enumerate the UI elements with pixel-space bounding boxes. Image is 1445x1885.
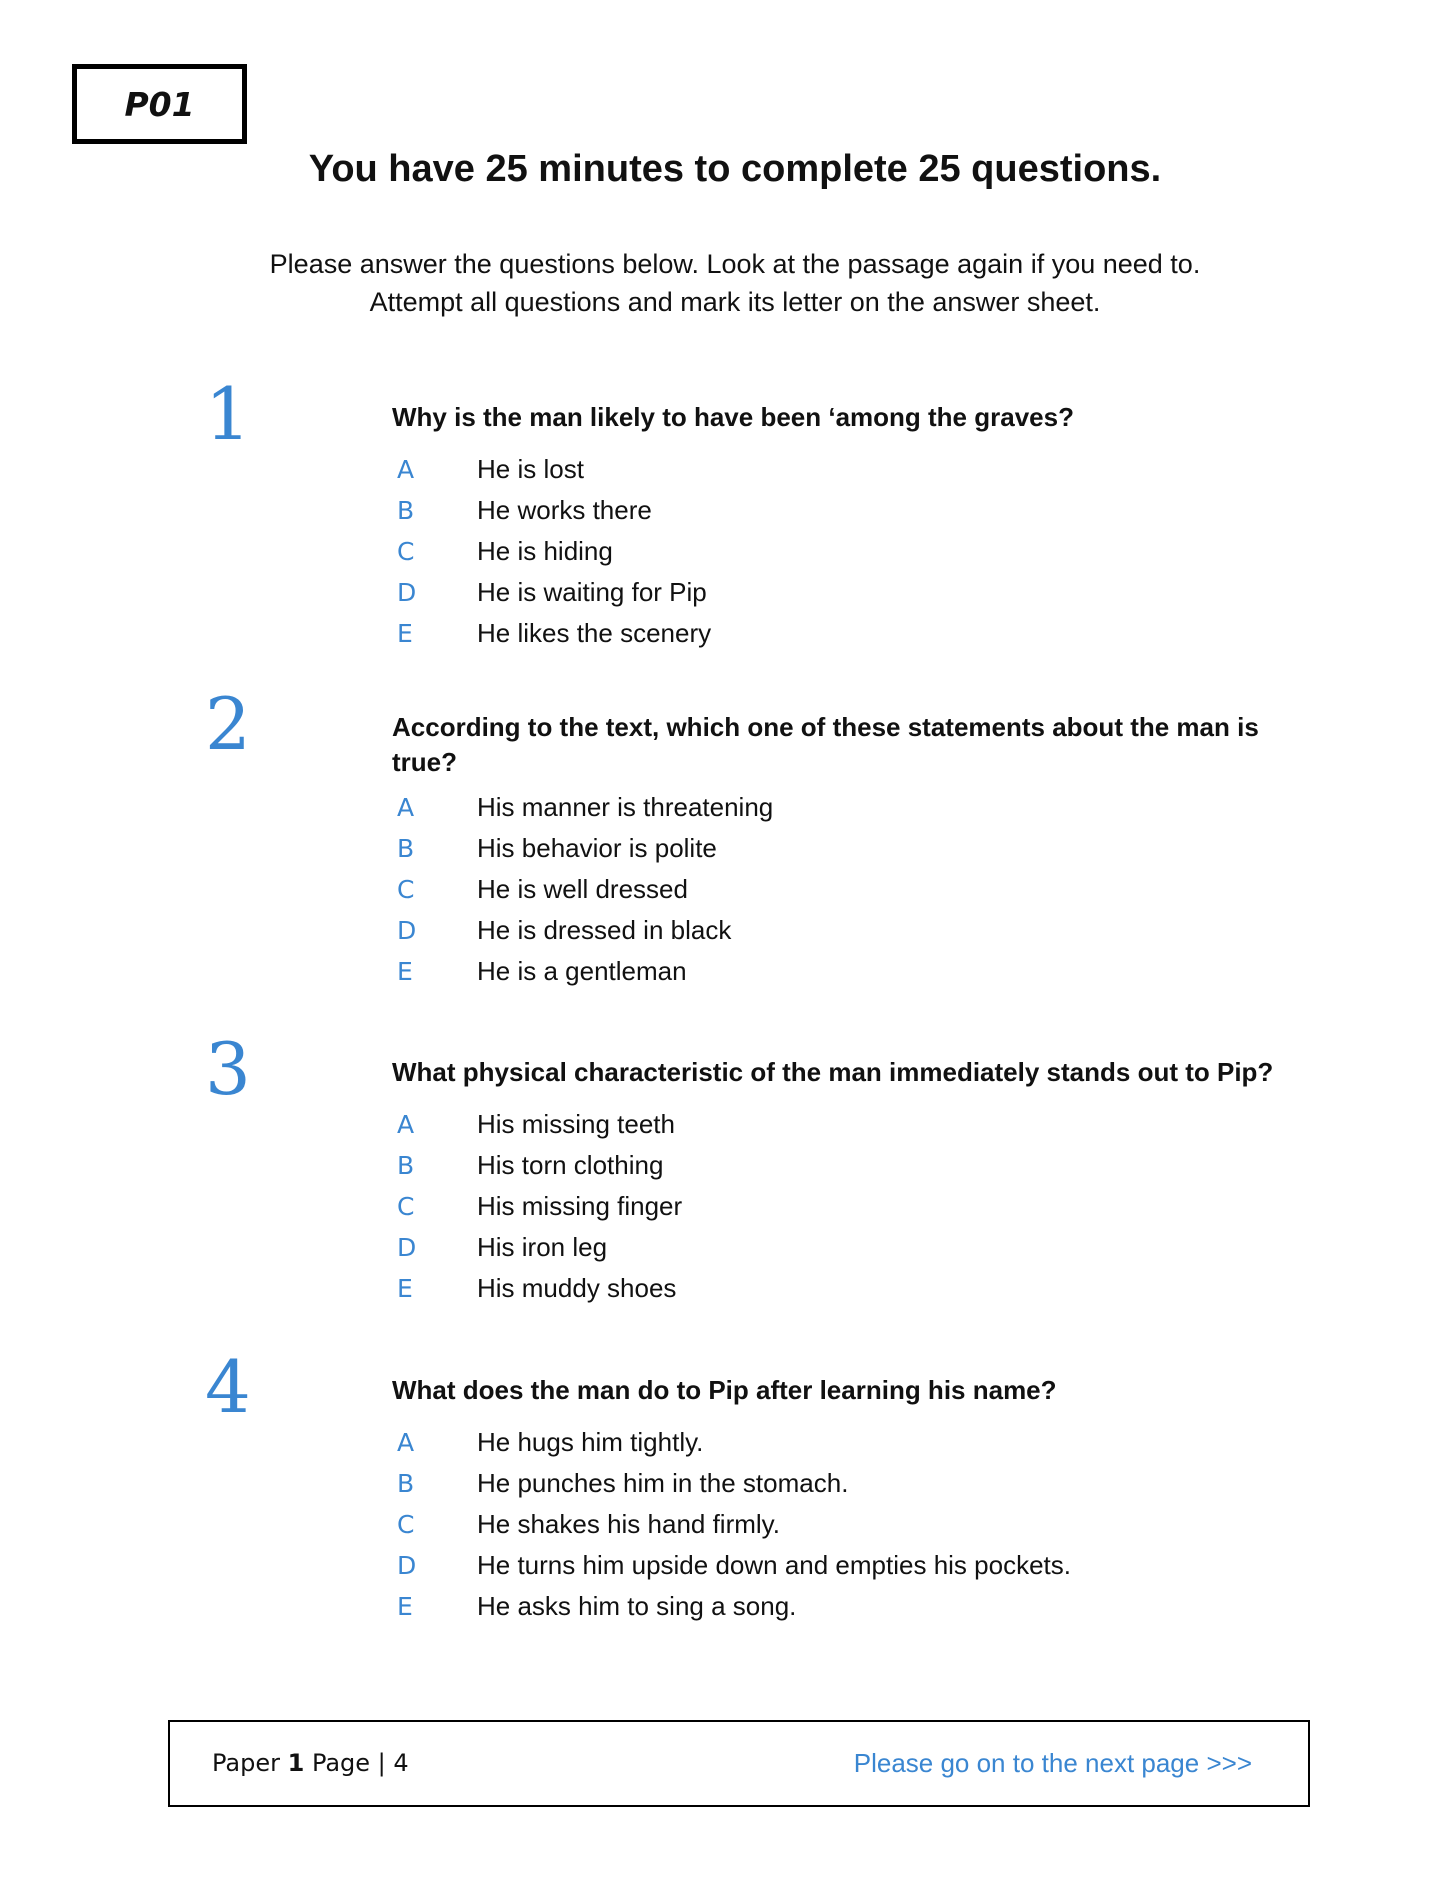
option-letter: B [397, 1151, 415, 1180]
option-letter: E [397, 619, 413, 648]
question-text: According to the text, which one of these statements about the man is true? [392, 712, 1259, 777]
instruction-line: Please answer the questions below. Look at the passage again if you need to. [269, 249, 1201, 279]
option-text: His iron leg [477, 1232, 608, 1262]
option-text: He shakes his hand firmly. [477, 1509, 780, 1539]
option-c[interactable] [0, 1504, 1445, 1545]
option-text: He is waiting for Pip [477, 577, 707, 607]
page-indicator [212, 1722, 409, 1805]
next-page-link[interactable]: Please go on to the next page >>> [853, 1748, 1252, 1778]
option-b[interactable] [0, 1145, 1445, 1186]
option-text: He turns him upside down and empties his pockets. [477, 1550, 1071, 1580]
option-b[interactable] [0, 1463, 1445, 1504]
option-letter: A [397, 1428, 415, 1457]
option-a[interactable] [0, 1422, 1445, 1463]
option-b[interactable] [0, 828, 1445, 869]
option-text: He is lost [477, 454, 584, 484]
option-text: He punches him in the stomach. [477, 1468, 849, 1498]
question-text: Why is the man likely to have been ‘among the graves? [392, 402, 1074, 432]
option-letter: A [397, 1110, 415, 1139]
question-text: What physical characteristic of the man immediately stands out to Pip? [392, 1057, 1274, 1087]
paper-code-box: P01 [72, 64, 247, 144]
option-text: His manner is threatening [477, 792, 774, 822]
option-letter: A [397, 455, 415, 484]
option-letter: B [397, 1469, 415, 1498]
option-letter: B [397, 496, 415, 525]
option-text: He is dressed in black [477, 915, 732, 945]
question-number: 1 [205, 372, 251, 456]
paper-number: 1 [287, 1749, 305, 1777]
option-letter: D [397, 916, 417, 945]
option-c[interactable] [0, 531, 1445, 572]
option-e[interactable] [0, 613, 1445, 654]
question-text: What does the man do to Pip after learning his name? [392, 1375, 1057, 1405]
instructions [0, 245, 1445, 321]
option-text: He hugs him tightly. [477, 1427, 704, 1457]
option-text: He is a gentleman [477, 956, 687, 986]
option-letter: A [397, 793, 415, 822]
option-letter: D [397, 1551, 417, 1580]
paper-label: Paper [212, 1749, 280, 1777]
option-text: He asks him to sing a song. [477, 1591, 797, 1621]
page-title: You have 25 minutes to complete 25 questions. [308, 148, 1162, 190]
option-letter: B [397, 834, 415, 863]
page-label: Page | 4 [311, 1749, 409, 1777]
option-text: His muddy shoes [477, 1273, 677, 1303]
instruction-line: Attempt all questions and mark its letter on the answer sheet. [369, 287, 1101, 317]
option-e[interactable] [0, 951, 1445, 992]
option-text: He is hiding [477, 536, 613, 566]
question-number: 2 [205, 682, 251, 766]
option-d[interactable] [0, 1545, 1445, 1586]
option-a[interactable] [0, 449, 1445, 490]
option-text: His behavior is polite [477, 833, 717, 863]
question-number: 3 [205, 1027, 251, 1111]
option-b[interactable] [0, 490, 1445, 531]
option-letter: C [397, 1510, 415, 1539]
option-text: His missing finger [477, 1191, 683, 1221]
option-letter: C [397, 1192, 415, 1221]
page-footer [168, 1720, 1310, 1807]
option-text: He likes the scenery [477, 618, 712, 648]
option-e[interactable] [0, 1586, 1445, 1627]
option-c[interactable] [0, 869, 1445, 910]
option-text: His missing teeth [477, 1109, 675, 1139]
option-letter: D [397, 1233, 417, 1262]
option-d[interactable] [0, 572, 1445, 613]
option-text: His torn clothing [477, 1150, 664, 1180]
option-d[interactable] [0, 1227, 1445, 1268]
option-c[interactable] [0, 1186, 1445, 1227]
option-a[interactable] [0, 1104, 1445, 1145]
question-number: 4 [205, 1345, 251, 1429]
option-letter: C [397, 875, 415, 904]
option-letter: C [397, 537, 415, 566]
option-letter: D [397, 578, 417, 607]
option-text: He is well dressed [477, 874, 688, 904]
option-letter: E [397, 957, 413, 986]
option-letter: E [397, 1592, 413, 1621]
option-letter: E [397, 1274, 413, 1303]
option-a[interactable] [0, 787, 1445, 828]
option-text: He works there [477, 495, 652, 525]
option-d[interactable] [0, 910, 1445, 951]
option-e[interactable] [0, 1268, 1445, 1309]
